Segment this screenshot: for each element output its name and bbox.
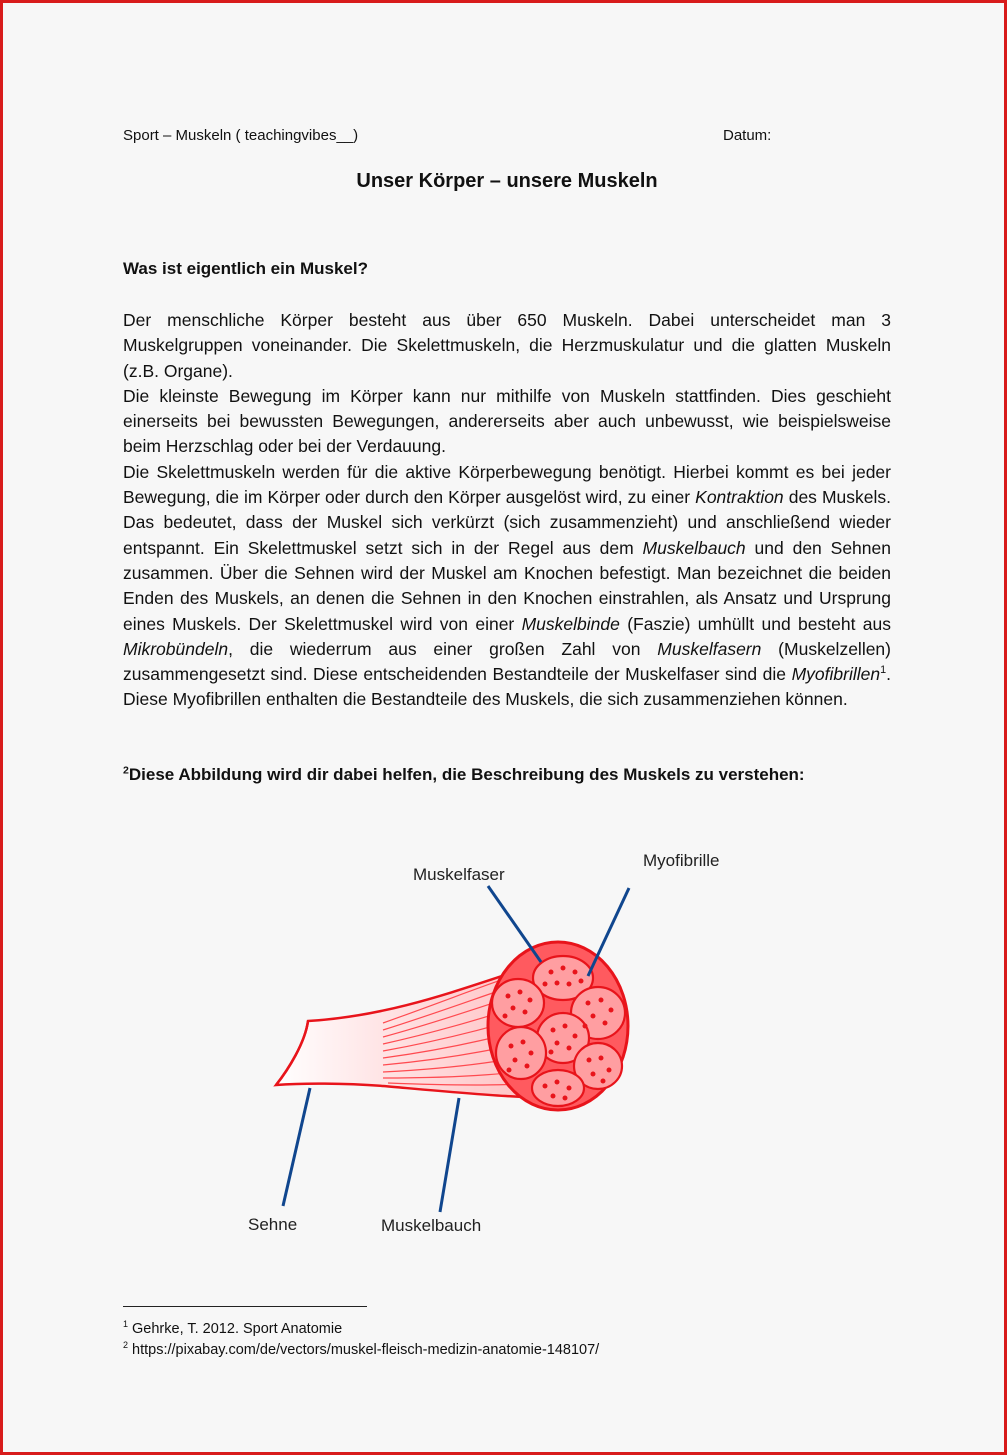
term-muskelfasern: Muskelfasern: [657, 638, 762, 659]
text-span: (Faszie) umhüllt und besteht aus: [619, 613, 891, 634]
pointer-line-muskelbauch: [440, 1098, 459, 1212]
figure-caption-text: Diese Abbildung wird dir dabei helfen, die Beschreibung des Muskels zu verstehen:: [128, 765, 805, 784]
pointer-line-sehne: [283, 1088, 310, 1206]
text-span: des Muskels. Das bedeutet, dass der Muskel sich verkürzt (sich zusammenzieht) und anschließend wieder entspannt. Ein Skelettmuskel setzt sich in der Regel aus dem: [123, 487, 892, 558]
label-myofibrille: Myofibrille: [643, 851, 720, 870]
text-span: Die Skelettmuskeln werden für die aktive Körperbewegung benötigt. Hierbei kommt es bei jeder Bewegung, die im Körper oder durch den Körper ausgelöst wird, zu einer: [123, 461, 891, 508]
document-title: Unser Körper – unsere Muskeln: [356, 170, 658, 192]
term-myofibrillen: Myofibrillen: [791, 664, 881, 685]
paragraph-muscle-groups: Der menschliche Körper besteht aus über 650 Muskeln. Dabei unterscheidet man 3 Muskelgruppen voneinander. Die Skelettmuskeln, die Herzmuskulatur und die glatten Muskeln (z.B. Organe).: [123, 310, 891, 381]
term-kontraktion: Kontraktion: [695, 487, 784, 508]
section-heading: Was ist eigentlich ein Muskel?: [123, 259, 368, 278]
footnotes: [123, 1319, 599, 1361]
muscle-cross-section: [488, 942, 628, 1110]
footnote-1-number: 1: [123, 1319, 128, 1330]
term-muskelbauch: Muskelbauch: [642, 537, 746, 558]
label-muskelbauch: Muskelbauch: [381, 1216, 482, 1235]
pointer-line-myofibrille: [588, 888, 629, 976]
footnote-ref-2[interactable]: 2: [123, 764, 129, 777]
footnote-2-link[interactable]: https://pixabay.com/de/vectors/muskel-fleisch-medizin-anatomie-148107/: [128, 1342, 600, 1358]
body-text: [123, 308, 891, 713]
figure-caption: [123, 765, 805, 785]
text-span: , die wiederrum aus einer großen Zahl von: [228, 638, 658, 659]
label-muskelfaser: Muskelfaser: [413, 865, 505, 884]
footnote-1-text: Gehrke, T. 2012. Sport Anatomie: [128, 1321, 343, 1337]
footnote-separator: [123, 1306, 367, 1307]
paragraph-movement: Die kleinste Bewegung im Körper kann nur mithilfe von Muskeln stattfinden. Dies geschieht einerseits bei bewussten Bewegungen, andererseits aber auch unbewusst, wie beispielsweise beim Herzschlag oder bei der Verdauung.: [123, 385, 891, 457]
muscle-diagram: [233, 838, 793, 1248]
label-sehne: Sehne: [248, 1215, 298, 1234]
header-date-label: Datum:: [723, 127, 772, 144]
footnote-2: [123, 1340, 599, 1361]
pointer-line-muskelfaser: [488, 886, 541, 962]
footnote-2-number: 2: [123, 1340, 128, 1351]
term-mikrobuendeln: Mikrobündeln: [123, 638, 229, 659]
text-span: . Diese Myofibrillen enthalten die Bestandteile des Muskels, die sich zusammenziehen können.: [123, 664, 891, 710]
term-muskelbinde: Muskelbinde: [521, 613, 620, 634]
header-subject: Sport – Muskeln ( teachingvibes__): [123, 127, 359, 144]
footnote-ref-1[interactable]: 1: [880, 664, 887, 677]
paragraph-skeletal-muscle: [123, 460, 891, 713]
text-span: (Muskelzellen) zusammengesetzt sind. Diese entscheidenden Bestandteile der Muskelfaser sind die: [123, 638, 891, 685]
footnote-1: [123, 1319, 599, 1340]
text-span: und den Sehnen zusammen. Über die Sehnen wird der Muskel am Knochen befestigt. Man bezeichnet die beiden Enden des Muskels, an denen die Sehnen in den Knochen einstrahlen, als Ansatz und Ursprung eines Muskels. Der Skelettmuskel wird von einer: [123, 537, 891, 634]
